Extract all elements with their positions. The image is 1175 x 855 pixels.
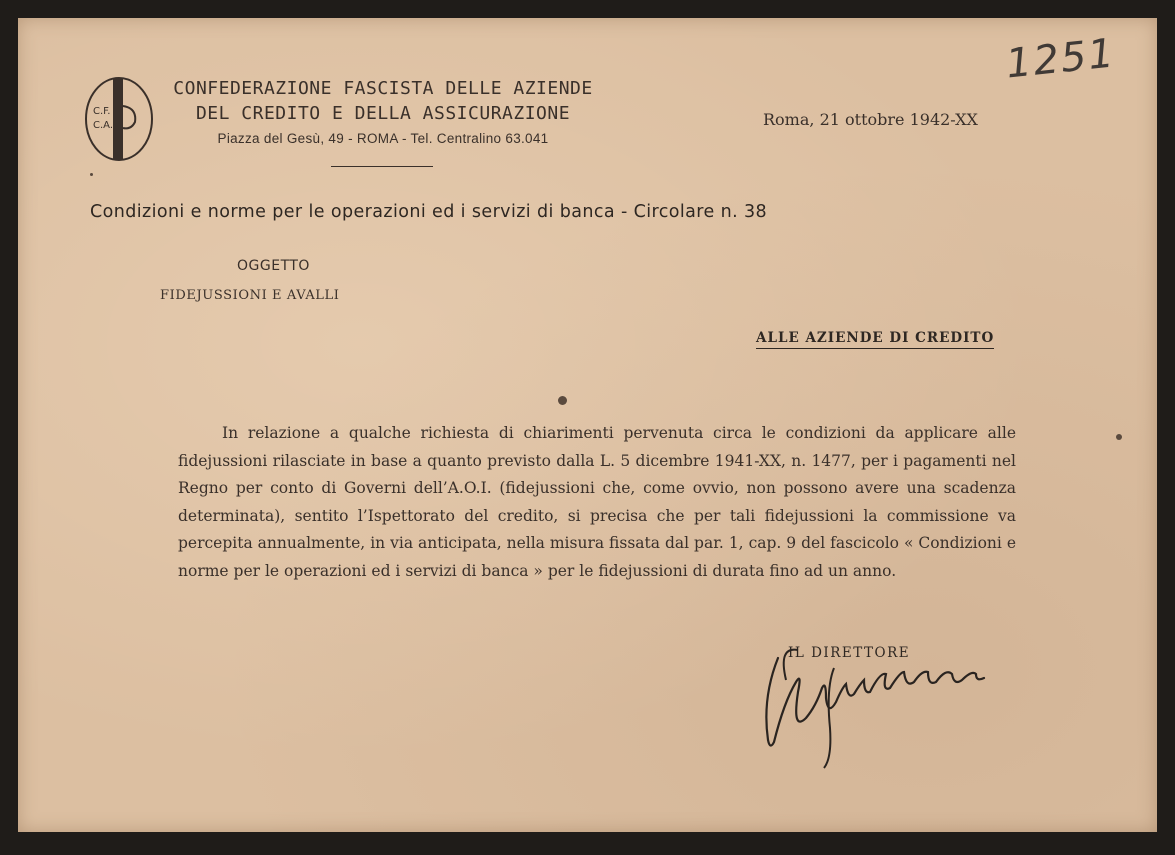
document-date: Roma, 21 ottobre 1942-XX [763, 110, 978, 129]
org-name-line-1: CONFEDERAZIONE FASCISTA DELLE AZIENDE [173, 78, 593, 99]
organization-letterhead [168, 76, 598, 152]
svg-text:C.F.: C.F. [93, 106, 111, 117]
signer-title: IL DIRETTORE [788, 645, 911, 661]
subject-label: OGGETTO [237, 258, 310, 274]
org-address: Piazza del Gesù, 49 - ROMA - Tel. Centralino 63.041 [217, 131, 549, 146]
archive-number: 1251 [1003, 30, 1118, 88]
body-paragraph: In relazione a qualche richiesta di chiarimenti pervenuta circa le condizioni da applicare alle fidejussioni rilasciate in base a quanto previsto dalla L. 5 dicembre 1941-XX, n. 1477, per i pagamenti nel Regno per conto di Governi dell’A.O.I. (fidejussioni che, come ovvio, non possono avere una scadenza determinata), sentito l’Ispettorato del credito, si precisa che per tali fidejussioni la commissione va percepita annualmente, in via anticipata, nella misura fissata dal par. 1, cap. 9 del fascicolo « Condizioni e norme per le operazioni ed i servizi di banca » per le fidejussioni di durata fino ad un anno. [178, 424, 1016, 580]
paper-spot [90, 173, 93, 176]
subject-value: FIDEJUSSIONI E AVALLI [160, 288, 340, 303]
letter-body [178, 420, 1016, 585]
recipient-line: ALLE AZIENDE DI CREDITO [756, 330, 994, 349]
document-page [18, 18, 1157, 832]
paper-spot [1116, 434, 1122, 440]
circular-title: Condizioni e norme per le operazioni ed i servizi di banca - Circolare n. 38 [90, 202, 768, 222]
paper-spot [558, 396, 567, 405]
fasces-emblem-icon [84, 76, 154, 162]
svg-text:C.A.: C.A. [93, 120, 114, 131]
handwritten-signature [738, 630, 1038, 770]
letterhead-rule [331, 166, 433, 167]
org-name-line-2: DEL CREDITO E DELLA ASSICURAZIONE [195, 103, 571, 124]
